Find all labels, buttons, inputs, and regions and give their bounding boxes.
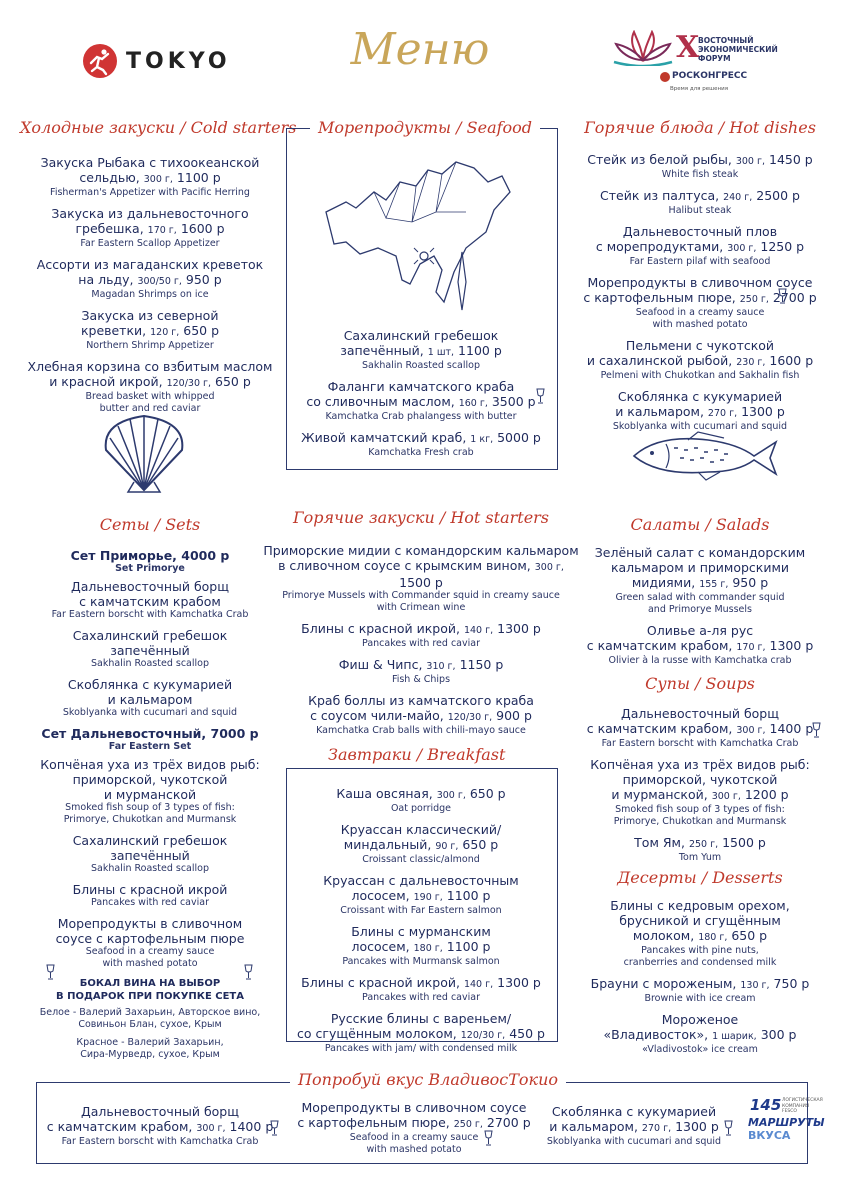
menu-item: Блины с красной икрой, 140 г, 1300 р Pancakes with red caviar (301, 621, 541, 649)
logo-small-text: ЛОГИСТИЧЕСКАЯ КОМПАНИЯ FESCO (782, 1098, 823, 1114)
lotus-icon (612, 30, 674, 66)
forum-roman-numeral: X (676, 30, 700, 65)
tokyo-logo (82, 42, 231, 80)
menu-item: Блины с кедровым орехом, брусникой и сгущённым молоком, 180 г, 650 р Pancakes with pine nuts, cranberries and condensed milk (610, 898, 790, 968)
set-primorye-title: Сет Приморье, 4000 р (70, 548, 230, 563)
seafood-list (296, 328, 546, 466)
wine-glass-icon (724, 1120, 733, 1136)
set-item: Сахалинский гребешок запечённый Sakhalin Roasted scallop (72, 833, 228, 874)
seafood-title: Морепродукты / Seafood (310, 118, 540, 137)
wine-glass-icon (812, 722, 821, 738)
menu-item: Том Ям, 250 г, 1500 р Tom Yum (634, 835, 766, 863)
wine-glass-icon (270, 1120, 279, 1136)
wine-white: Белое - Валерий Захарьин, Авторское вино, Совиньон Блан, сухое, Крым (39, 1007, 261, 1030)
taste-item: Скоблянка с кукумарией и кальмаром, 270 г, 1300 р Skoblyanka with cucumari and squid (546, 1104, 722, 1147)
menu-item: Круассан классический/ миндальный, 90 г, 650 р Croissant classic/almond (340, 822, 502, 865)
menu-item: Стейк из палтуса, 240 г, 2500 р Halibut steak (600, 188, 800, 216)
forum-name: ВОСТОЧНЫЙ ЭКОНОМИЧЕСКИЙ ФОРУМ (698, 36, 778, 63)
menu-item: Пельмени с чукотской и сахалинской рыбой, 230 г, 1600 р Pelmeni with Chukotkan and Sakhalin fish (586, 338, 814, 381)
menu-item: Фиш & Чипс, 310 г, 1150 р Fish & Chips (338, 657, 504, 685)
hot-starters-list (262, 543, 580, 744)
hot-dishes-title: Горячие блюда / Hot dishes (584, 118, 816, 137)
wine-glass-icon (778, 288, 787, 304)
menu-item: Приморские мидии с командорским кальмаром в сливочном соусе с крымским вином, 300 г, 1500 р Primorye Mussels with Commander squid in creamy sauce with Crimean wine (263, 543, 579, 613)
menu-item: Копчёная уха из трёх видов рыб: приморской, чукотской и мурманской, 300 г, 1200 р Smoked fish soup of 3 types of fish: Primorye, Chukotkan and Murmansk (590, 757, 810, 827)
fesco-routes-logo (746, 1096, 825, 1156)
menu-item: Закуска из северной креветки, 120 г, 650 р Northern Shrimp Appetizer (80, 308, 220, 351)
menu-item: Зелёный салат с командорским кальмаром и приморскими мидиями, 155 г, 950 р Green salad with commander squid and Primorye Mussels (594, 545, 806, 615)
wine-glass-icon (536, 388, 545, 404)
wine-red: Красное - Валерий Захарьин, Сира-Мурведр, сухое, Крым (76, 1037, 224, 1060)
scallop-shell-icon (98, 412, 190, 494)
cold-starters-title: Холодные закуски / Cold starters (20, 118, 297, 137)
logo-line-2: ВКУСА (748, 1129, 791, 1142)
salads-title: Салаты / Salads (630, 515, 770, 534)
wine-glass-icon (46, 964, 55, 980)
menu-item: Закуска Рыбака с тихоокеанской сельдью, 300 г, 1100 р Fisherman's Appetizer with Pacific Herring (40, 155, 260, 198)
menu-item: Блины с красной икрой, 140 г, 1300 р Pancakes with red caviar (301, 975, 541, 1003)
set-item: Морепродукты в сливочном соусе с картофельным пюре Seafood in a creamy sauce with mashed potato (55, 916, 245, 969)
soups-list (570, 706, 830, 871)
roscongress-tagline: Время для решения (670, 86, 728, 92)
menu-item: Блины с мурманским лососем, 180 г, 1100 р Pancakes with Murmansk salmon (342, 924, 500, 967)
menu-item: Фаланги камчатского краба со сливочным маслом, 160 г, 3500 р Kamchatka Crab phalangess with butter (306, 379, 536, 422)
menu-item: Круассан с дальневосточным лососем, 190 г, 1100 р Croissant with Far Eastern salmon (323, 873, 519, 916)
set-item: Скоблянка с кукумарией и кальмаром Skoblyanka with cucumari and squid (62, 677, 238, 718)
set-item: Копчёная уха из трёх видов рыб: приморской, чукотской и мурманской Smoked fish soup of 3 types of fish: Primorye, Chukotkan and Murmansk (40, 757, 260, 825)
set-primorye-subtitle: Set Primorye (115, 563, 185, 574)
menu-item: Скоблянка с кукумарией и кальмаром, 270 г, 1300 р Skoblyanka with cucumari and squid (612, 389, 788, 432)
sets-title: Сеты / Sets (99, 515, 201, 534)
tokyo-wordmark: TOKYO (126, 48, 231, 74)
hot-starters-title: Горячие закуски / Hot starters (292, 508, 550, 527)
menu-title: Меню (350, 24, 490, 75)
menu-item: Ассорти из магаданских креветок на льду, 300/50 г, 950 р Magadan Shrimps on ice (36, 257, 264, 300)
tokyo-emblem-icon (82, 43, 118, 79)
menu-item: Оливье а-ля рус с камчатским крабом, 170 г, 1300 р Olivier à la russe with Kamchatka crab (586, 623, 814, 666)
set-item: Сахалинский гребешок запечённый Sakhalin Roasted scallop (72, 628, 228, 669)
wine-glass-icon (484, 1130, 493, 1146)
set-far-eastern-subtitle: Far Eastern Set (108, 741, 192, 752)
desserts-list (570, 898, 830, 1063)
roscongress-name: РОСКОНГРЕСС (672, 71, 748, 81)
hot-dishes-list (570, 152, 830, 440)
wine-offer: БОКАЛ ВИНА НА ВЫБОР В ПОДАРОК ПРИ ПОКУПКЕ СЕТА (56, 978, 244, 1002)
sets-list (16, 548, 284, 1061)
menu-item: Каша овсяная, 300 г, 650 р Oat porridge (336, 786, 506, 814)
breakfast-title: Завтраки / Breakfast (320, 745, 513, 764)
menu-item: Живой камчатский краб, 1 кг, 5000 р Kamchatka Fresh crab (301, 430, 541, 458)
soups-title: Супы / Soups (645, 674, 755, 693)
desserts-title: Десерты / Desserts (617, 868, 783, 887)
taste-item: Морепродукты в сливочном соусе с картофельным пюре, 250 г, 2700 р Seafood in a creamy sauce with mashed potato (297, 1100, 531, 1155)
set-item: Блины с красной икрой Pancakes with red caviar (72, 882, 228, 908)
taste-title: Попробуй вкус ВладивосТокио (290, 1070, 566, 1089)
menu-item: Стейк из белой рыбы, 300 г, 1450 р White fish steak (587, 152, 813, 180)
menu-item: Дальневосточный плов с морепродуктами, 300 г, 1250 р Far Eastern pilaf with seafood (595, 224, 805, 267)
logo-line-1: МАРШРУТЫ (748, 1116, 825, 1129)
menu-item: Брауни с мороженым, 130 г, 750 р Brownie with ice cream (590, 976, 810, 1004)
menu-item: Хлебная корзина со взбитым маслом и красной икрой, 120/30 г, 650 р Bread basket with whipped butter and red caviar (27, 359, 273, 414)
menu-item: Дальневосточный борщ с камчатским крабом, 300 г, 1400 р Far Eastern borscht with Kamchatka Crab (586, 706, 814, 749)
menu-item: Краб боллы из камчатского краба с соусом чили-майо, 120/30 г, 900 р Kamchatka Crab balls with chili-mayo sauce (308, 693, 534, 736)
fish-icon (628, 428, 780, 484)
logo-number: 145 (750, 1096, 782, 1114)
menu-item: Морепродукты в сливочном соусе с картофельным пюре, 250 г, 2700 р Seafood in a creamy sauce with mashed potato (583, 275, 817, 330)
taste-item: Дальневосточный борщ с камчатским крабом, 300 г, 1400 р Far Eastern borscht with Kamchatka Crab (46, 1104, 274, 1147)
wine-glass-icon (244, 964, 253, 980)
far-east-map-icon (316, 152, 516, 322)
menu-item: Закуска из дальневосточного гребешка, 170 г, 1600 р Far Eastern Scallop Appetizer (51, 206, 249, 249)
menu-item: Русские блины с вареньем/ со сгущённым молоком, 120/30 г, 450 р Pancakes with jam/ with condensed milk (297, 1011, 545, 1054)
cold-starters-list (20, 155, 280, 422)
menu-item: Сахалинский гребешок запечённый, 1 шт, 1100 р Sakhalin Roasted scallop (340, 328, 502, 371)
roscongress-icon (660, 72, 670, 82)
breakfast-list (290, 786, 552, 1062)
menu-item: Мороженое «Владивосток», 1 шарик, 300 р «Vladivostok» ice cream (603, 1012, 797, 1055)
set-far-eastern-title: Сет Дальневосточный, 7000 р (41, 726, 259, 741)
set-item: Дальневосточный борщ с камчатским крабом Far Eastern borscht with Kamchatka Crab (51, 579, 249, 620)
salads-list (570, 545, 830, 674)
